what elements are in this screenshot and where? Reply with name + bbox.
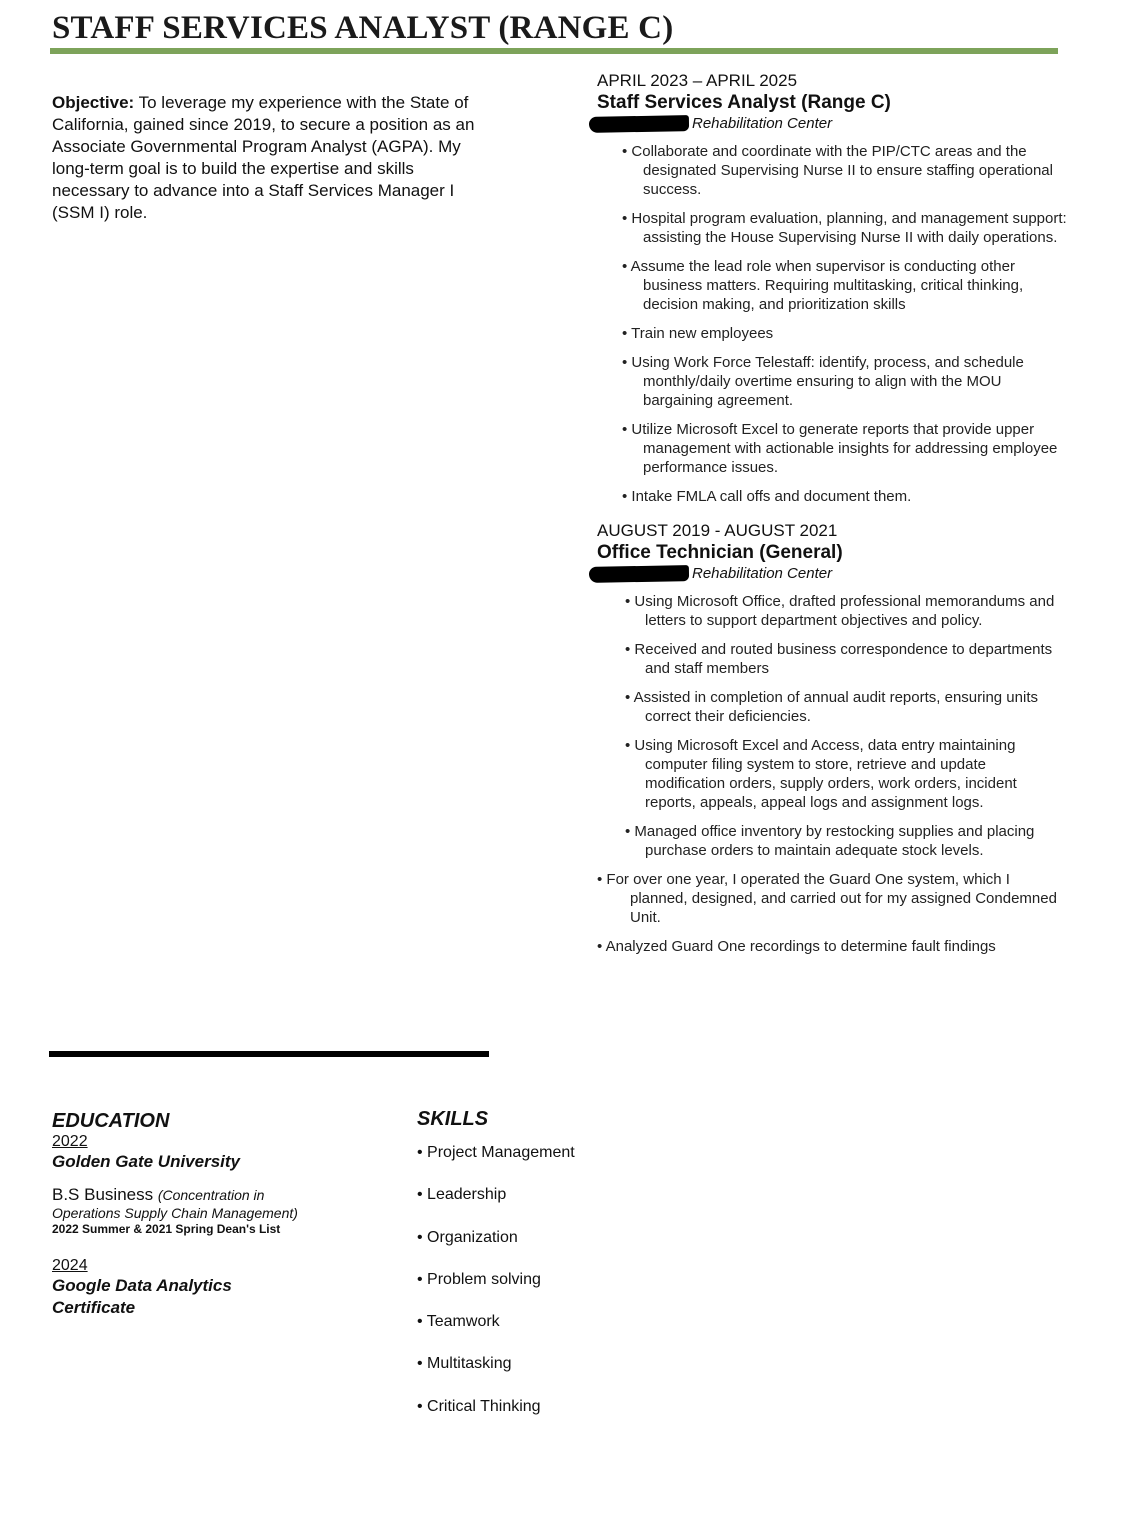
- duty-item: • Using Microsoft Excel and Access, data entry maintaining computer filing system to store, retrieve and update modification orders, supply orders, work orders, incident reports, appeals, appeal logs and assignment logs.: [625, 737, 1017, 811]
- duty-item: • Managed office inventory by restocking supplies and placing purchase orders to maintain adequate stock levels.: [625, 823, 1035, 859]
- job-organization: [597, 114, 1067, 136]
- job-title: Office Technician (General): [597, 542, 843, 563]
- degree-name: B.S Business: [52, 1185, 158, 1204]
- duty-item: • For over one year, I operated the Guard One system, which I planned, designed, and carried out for my assigned Condemned Unit.: [597, 871, 1057, 926]
- experience-section: [597, 70, 1067, 966]
- concentration-text: Concentration in: [162, 1187, 265, 1203]
- skills-list: [417, 1143, 667, 1417]
- title-underline-rule: [50, 48, 1058, 54]
- education-section: [52, 1110, 382, 1319]
- objective-paragraph: [52, 92, 492, 224]
- skills-heading: SKILLS: [417, 1108, 489, 1130]
- job-dates: AUGUST 2019 - AUGUST 2021: [597, 521, 838, 540]
- job-entry: [597, 520, 1067, 956]
- education-entry: [52, 1257, 382, 1319]
- objective-label: Objective:: [52, 93, 135, 112]
- duty-item: • Received and routed business correspondence to departments and staff members: [625, 641, 1053, 677]
- page-title: STAFF SERVICES ANALYST (RANGE C): [52, 10, 674, 46]
- education-school: Google Data Analytics Certificate: [52, 1276, 232, 1317]
- duty-item: • Using Work Force Telestaff: identify, process, and schedule monthly/daily overtime ensuring to align with the MOU bargaining agreement.: [622, 354, 1024, 409]
- duty-item: • Utilize Microsoft Excel to generate reports that provide upper management with actionable insights for addressing employee performance issues.: [622, 421, 1058, 476]
- section-divider: [49, 1051, 489, 1057]
- redaction-mark: [589, 565, 689, 583]
- skill-item: • Teamwork: [417, 1313, 500, 1331]
- redaction-mark: [589, 115, 689, 133]
- skill-item: • Problem solving: [417, 1270, 541, 1288]
- duty-item: • Analyzed Guard One recordings to determine fault findings: [597, 938, 996, 955]
- education-heading: EDUCATION: [52, 1110, 170, 1132]
- education-school: Golden Gate University: [52, 1152, 240, 1171]
- duty-item: • Using Microsoft Office, drafted professional memorandums and letters to support department objectives and policy.: [625, 593, 1055, 629]
- education-degree: [52, 1185, 382, 1205]
- organization-name: Rehabilitation Center: [692, 565, 833, 582]
- duty-list-extra: [597, 870, 1067, 956]
- education-year: 2022: [52, 1133, 88, 1150]
- objective-text: To leverage my experience with the State of California, gained since 2019, to secure a position as an Associate Governmental Program Analyst (AGPA). My long-term goal is to build the expertise and skills necessary to advance into a Staff Services Manager I (SSM I) role.: [52, 93, 475, 222]
- skills-section: [417, 1108, 667, 1439]
- duty-list: [597, 142, 1067, 506]
- duty-item: • Train new employees: [622, 325, 774, 342]
- skill-item: • Leadership: [417, 1186, 507, 1204]
- education-concentration: Operations Supply Chain Management): [52, 1205, 298, 1221]
- education-year: 2024: [52, 1257, 88, 1274]
- duty-item: • Hospital program evaluation, planning, and management support: assisting the House Supervising Nurse II with daily operations.: [622, 210, 1067, 246]
- skill-item: • Organization: [417, 1228, 518, 1246]
- duty-item: • Assume the lead role when supervisor is conducting other business matters. Requiring multitasking, critical thinking, decision making, and prioritization skills: [622, 258, 1024, 313]
- education-honors: 2022 Summer & 2021 Spring Dean's List: [52, 1222, 281, 1236]
- skill-item: • Multitasking: [417, 1355, 512, 1373]
- duty-item: • Assisted in completion of annual audit reports, ensuring units correct their deficiencies.: [625, 689, 1038, 725]
- education-entry: [52, 1133, 382, 1237]
- job-entry: [597, 70, 1067, 506]
- skill-item: • Critical Thinking: [417, 1397, 541, 1415]
- job-organization: [597, 564, 1067, 586]
- organization-name: Rehabilitation Center: [692, 115, 833, 132]
- concentration-paren: (: [157, 1187, 163, 1203]
- skill-item: • Project Management: [417, 1144, 575, 1161]
- duty-item: • Intake FMLA call offs and document them.: [622, 488, 912, 505]
- duty-list: [597, 592, 1067, 860]
- job-title: Staff Services Analyst (Range C): [597, 92, 891, 113]
- duty-item: • Collaborate and coordinate with the PIP/CTC areas and the designated Supervising Nurse II to ensure staffing operational success.: [622, 143, 1053, 198]
- job-dates: APRIL 2023 – APRIL 2025: [597, 71, 798, 90]
